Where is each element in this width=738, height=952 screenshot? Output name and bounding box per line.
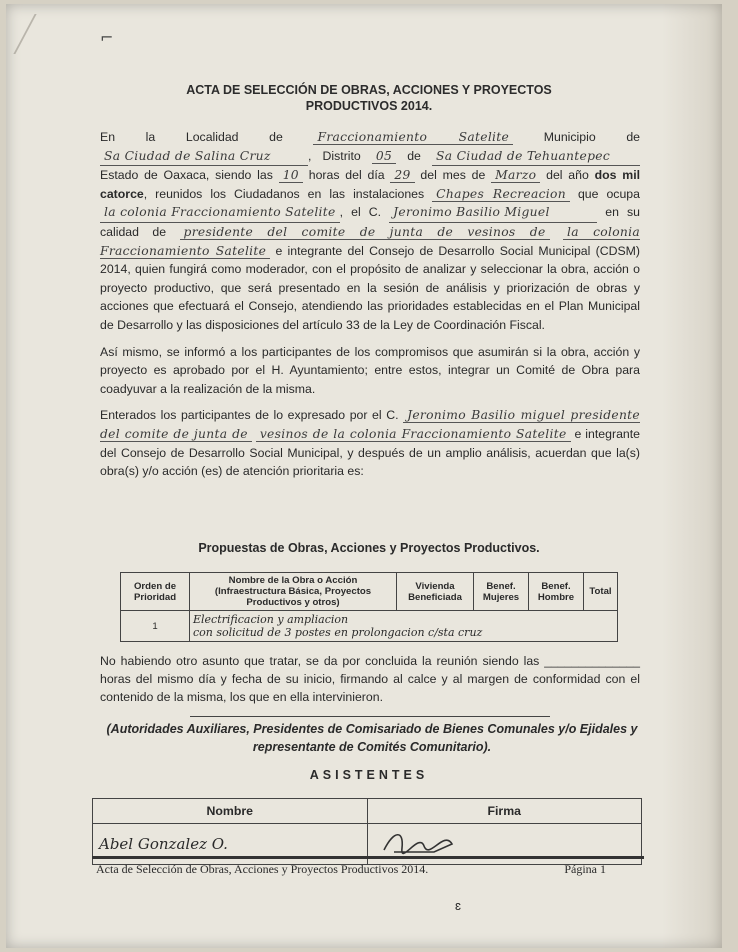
field-ciudadano: Jeronimo Basilio Miguel: [389, 203, 597, 223]
row-priority: 1: [121, 611, 190, 642]
field-distrito: 05: [372, 149, 396, 164]
col-nombre: Nombre: [93, 799, 368, 824]
document-title: ACTA DE SELECCIÓN DE OBRAS, ACCIONES Y PROYECTOS PRODUCTIVOS 2014.: [186, 83, 552, 113]
field-localidad: Fraccionamiento Satelite: [313, 130, 513, 145]
pen-mark: ⌐: [100, 28, 114, 47]
field-distrito-ciudad: Sa Ciudad de Tehuantepec: [432, 147, 640, 167]
col-women: Benef. Mujeres: [474, 573, 529, 611]
attendees-heading: ASISTENTES: [309, 768, 429, 782]
footer: [96, 862, 636, 877]
col-firma: Firma: [367, 799, 642, 824]
attendee-name: Abel Gonzalez O.: [93, 824, 368, 865]
field-mes: Marzo: [491, 168, 540, 183]
col-housing: Vivienda Beneficiada: [397, 573, 474, 611]
pen-mark-bottom: ɛ: [455, 898, 461, 913]
col-priority: Orden de Prioridad: [121, 573, 190, 611]
closing-paragraph: No habiendo otro asunto que tratar, se da por concluida la reunión siendo las ______________ horas del mismo día y fecha de su inicio, firmando al calce y al margen de conformidad con el contenido de la misma, los que en ella intervinieron.: [100, 654, 640, 704]
col-work-name: Nombre de la Obra o Acción (Infraestructura Básica, Proyectos Productivos y otros): [190, 573, 397, 611]
field-ocupa: la colonia Fraccionamiento Satelite: [100, 203, 340, 223]
paper-fold-mark: [13, 14, 78, 54]
paragraph-agreement: Enterados los participantes de lo expresado por el C. Jeronimo Basilio miguel presidente del comite de junta de vesinos de la colonia Fraccionamiento Satelite e integrante del Consejo de Desarrollo Social Municipal, y después de un amplio análisis, acuerdan que la(s) obra(s) y/o acción (es) de atención prioritaria es:: [100, 408, 640, 479]
authorities-note: (Autoridades Auxiliares, Presidentes de Comisariado de Bienes Comunales y/o Ejidales y representante de Comités Comunitario).: [106, 722, 638, 754]
page-number: Página 1: [564, 862, 606, 876]
field-calidad-2: la colonia Fraccionamiento Satelite: [100, 224, 640, 258]
signature-line: [190, 716, 550, 717]
proposals-title: Propuestas de Obras, Acciones y Proyectos Productivos.: [198, 541, 540, 555]
field-dia: 29: [390, 168, 414, 183]
footer-text: Acta de Selección de Obras, Acciones y Proyectos Productivos 2014.: [96, 862, 429, 876]
field-instalaciones: Chapes Recreacion: [432, 187, 570, 202]
field-enterados-2: vesinos de la colonia Fraccionamiento Satelite: [256, 427, 571, 442]
field-calidad: presidente del comite de junta de vesinos de: [180, 225, 550, 240]
row-work-name: Electrificacion y ampliacion con solicitud de 3 postes en prolongacion c/sta cruz: [190, 611, 618, 642]
field-hora: 10: [279, 168, 303, 183]
col-total: Total: [584, 573, 618, 611]
document-body: [100, 128, 640, 489]
attendees-table: [92, 798, 642, 865]
paragraph-commitments: Así mismo, se informó a los participantes de los compromisos que asumirán si la obra, acción y proyecto es aprobado por el H. Ayuntamiento; entre estos, integrar un Comité de Obra para coadyuvar a la realización de la misma.: [100, 344, 640, 396]
paragraph-intro: En la Localidad de Fraccionamiento Satelite Municipio de Sa Ciudad de Salina Cruz , Distrito 05 de Sa Ciudad de Tehuantepec Estado de Oaxaca, siendo las 10 horas del día 29 del mes de Marzo del año dos mil catorce, reunidos los Ciudadanos en las instalaciones Chapes Recreacion que ocupa la colonia Fraccionamiento Satelite , el C. Jeronimo Basilio Miguel en su calidad de presidente del comite de junta de vesinos de la colonia Fraccionamiento Satelite e integrante del Consejo de Desarrollo Social Municipal (CDSM) 2014, quien fungirá como moderador, con el propósito de analizar y seleccionar la obra, acción o proyecto productivo, que será presentado en la sesión de análisis y priorización de obras y acciones que efectuará el Consejo, atendiendo las prioridades establecidas en el Plan Municipal de Desarrollo y las disposiciones del artículo 33 de la Ley de Coordinación Fiscal.: [100, 130, 641, 332]
field-municipio: Sa Ciudad de Salina Cruz: [100, 147, 308, 167]
table-header-row: [121, 573, 618, 611]
col-men: Benef. Hombre: [529, 573, 584, 611]
footer-rule: [92, 856, 644, 859]
works-table: [120, 572, 618, 642]
field-enterados: Jeronimo Basilio miguel presidente del comite de junta de: [100, 408, 640, 441]
signature-scribble: [374, 826, 464, 858]
table-row: [121, 611, 618, 642]
